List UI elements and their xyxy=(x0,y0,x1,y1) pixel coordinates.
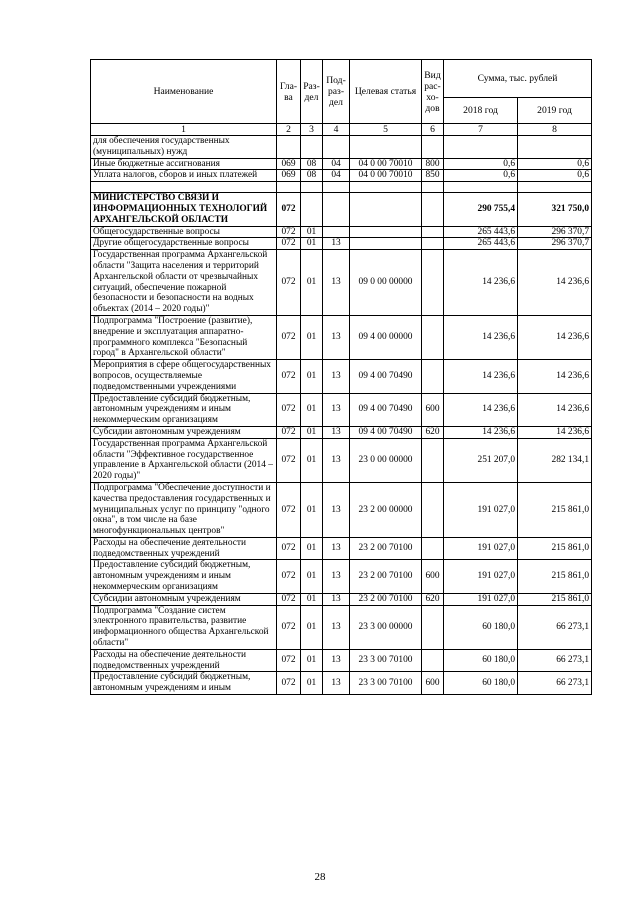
row-glava-cell: 072 xyxy=(277,426,301,438)
row-name-cell: Расходы на обеспечение деятельности подведомственных учреждений xyxy=(91,537,277,560)
row-target-article-cell: 23 0 00 00000 xyxy=(350,438,422,482)
row-expense-type-cell xyxy=(422,250,444,316)
row-glava-cell: 072 xyxy=(277,193,301,226)
table-row xyxy=(91,393,592,426)
table-row xyxy=(91,593,592,605)
row-glava-cell: 069 xyxy=(277,170,301,182)
row-target-article-cell: 09 4 00 70490 xyxy=(350,393,422,426)
table-row xyxy=(91,360,592,393)
row-glava-cell: 072 xyxy=(277,560,301,593)
row-name-cell: для обеспечения государственных (муниципальных) нужд xyxy=(91,136,277,159)
row-expense-type-cell xyxy=(422,537,444,560)
table-row xyxy=(91,649,592,672)
row-name-cell: Общегосударственные вопросы xyxy=(91,226,277,238)
column-number: 6 xyxy=(422,124,444,136)
row-sum-2018-cell xyxy=(444,182,518,193)
row-name-cell: Иные бюджетные ассигнования xyxy=(91,158,277,170)
header-target-article: Целевая статья xyxy=(350,60,422,124)
row-name-cell: Предоставление субсидий бюджетным, автономным учреждениям и иным некоммерческим организациям xyxy=(91,560,277,593)
row-glava-cell: 072 xyxy=(277,649,301,672)
row-podrazdel-cell: 13 xyxy=(323,393,350,426)
row-expense-type-cell: 620 xyxy=(422,593,444,605)
row-sum-2019-cell: 215 861,0 xyxy=(518,593,592,605)
row-name-cell: Уплата налогов, сборов и иных платежей xyxy=(91,170,277,182)
table-row xyxy=(91,182,592,193)
row-glava-cell: 072 xyxy=(277,250,301,316)
row-razdel-cell: 01 xyxy=(301,250,323,316)
page-number: 28 xyxy=(314,871,326,883)
row-sum-2018-cell: 0,6 xyxy=(444,170,518,182)
table-row xyxy=(91,193,592,226)
row-podrazdel-cell: 13 xyxy=(323,315,350,359)
column-number: 4 xyxy=(323,124,350,136)
row-glava-cell: 072 xyxy=(277,605,301,649)
table-row xyxy=(91,136,592,159)
row-name-cell xyxy=(91,182,277,193)
row-target-article-cell: 09 0 00 00000 xyxy=(350,250,422,316)
row-sum-2018-cell: 265 443,6 xyxy=(444,226,518,238)
row-glava-cell xyxy=(277,136,301,159)
row-sum-2018-cell: 14 236,6 xyxy=(444,360,518,393)
row-podrazdel-cell: 13 xyxy=(323,672,350,695)
column-number: 1 xyxy=(91,124,277,136)
row-target-article-cell: 09 4 00 70490 xyxy=(350,360,422,393)
row-glava-cell: 072 xyxy=(277,672,301,695)
table-row xyxy=(91,482,592,537)
header-glava: Гла-ва xyxy=(277,60,301,124)
row-target-article-cell xyxy=(350,226,422,238)
row-glava-cell: 072 xyxy=(277,315,301,359)
row-sum-2018-cell: 14 236,6 xyxy=(444,250,518,316)
table-header xyxy=(91,60,592,136)
row-name-cell: Предоставление субсидий бюджетным, автономным учреждениям и иным xyxy=(91,672,277,695)
row-glava-cell: 072 xyxy=(277,393,301,426)
row-razdel-cell: 01 xyxy=(301,593,323,605)
row-expense-type-cell xyxy=(422,226,444,238)
row-glava-cell xyxy=(277,182,301,193)
row-target-article-cell: 04 0 00 70010 xyxy=(350,170,422,182)
row-podrazdel-cell: 13 xyxy=(323,593,350,605)
row-sum-2019-cell: 66 273,1 xyxy=(518,649,592,672)
row-expense-type-cell xyxy=(422,238,444,250)
row-sum-2018-cell: 0,6 xyxy=(444,158,518,170)
row-podrazdel-cell: 13 xyxy=(323,649,350,672)
row-razdel-cell: 01 xyxy=(301,426,323,438)
row-expense-type-cell xyxy=(422,315,444,359)
row-sum-2018-cell: 14 236,6 xyxy=(444,393,518,426)
row-glava-cell: 072 xyxy=(277,537,301,560)
row-glava-cell: 072 xyxy=(277,482,301,537)
row-razdel-cell: 01 xyxy=(301,226,323,238)
row-expense-type-cell xyxy=(422,482,444,537)
row-razdel-cell: 01 xyxy=(301,649,323,672)
table-row xyxy=(91,250,592,316)
row-sum-2018-cell: 191 027,0 xyxy=(444,482,518,537)
row-name-cell: Субсидии автономным учреждениям xyxy=(91,593,277,605)
row-sum-2018-cell xyxy=(444,136,518,159)
row-sum-2019-cell: 321 750,0 xyxy=(518,193,592,226)
row-podrazdel-cell xyxy=(323,193,350,226)
row-podrazdel-cell xyxy=(323,136,350,159)
row-sum-2019-cell: 215 861,0 xyxy=(518,482,592,537)
row-name-cell: Субсидии автономным учреждениям xyxy=(91,426,277,438)
row-target-article-cell: 23 2 00 70100 xyxy=(350,537,422,560)
header-sum: Сумма, тыс. рублей xyxy=(444,60,592,98)
row-sum-2019-cell: 14 236,6 xyxy=(518,360,592,393)
table-row xyxy=(91,560,592,593)
row-sum-2019-cell: 14 236,6 xyxy=(518,250,592,316)
table-row xyxy=(91,226,592,238)
row-sum-2019-cell: 14 236,6 xyxy=(518,426,592,438)
row-sum-2018-cell: 14 236,6 xyxy=(444,315,518,359)
row-sum-2019-cell: 66 273,1 xyxy=(518,672,592,695)
column-number: 5 xyxy=(350,124,422,136)
row-razdel-cell xyxy=(301,182,323,193)
row-razdel-cell: 01 xyxy=(301,238,323,250)
row-podrazdel-cell: 13 xyxy=(323,438,350,482)
row-name-cell: Расходы на обеспечение деятельности подведомственных учреждений xyxy=(91,649,277,672)
budget-table xyxy=(90,59,592,695)
column-number: 7 xyxy=(444,124,518,136)
row-name-cell: Подпрограмма "Обеспечение доступности и качества предоставления государственных и муниципальных услуг по принципу "одного окна", в том числе на базе многофункциональных центров" xyxy=(91,482,277,537)
row-razdel-cell: 01 xyxy=(301,360,323,393)
table-row xyxy=(91,315,592,359)
row-expense-type-cell: 800 xyxy=(422,158,444,170)
column-number: 8 xyxy=(518,124,592,136)
row-expense-type-cell xyxy=(422,182,444,193)
row-sum-2019-cell: 296 370,7 xyxy=(518,238,592,250)
row-target-article-cell: 23 3 00 70100 xyxy=(350,672,422,695)
row-glava-cell: 072 xyxy=(277,226,301,238)
row-sum-2018-cell: 60 180,0 xyxy=(444,649,518,672)
row-glava-cell: 072 xyxy=(277,593,301,605)
table-row xyxy=(91,537,592,560)
row-sum-2019-cell: 0,6 xyxy=(518,158,592,170)
row-name-cell: Государственная программа Архангельской области "Защита населения и территорий Архангельской области от чрезвычайных ситуаций, обеспечение пожарной безопасности и безопасности на водных объектах (2014 – 2020 годы)" xyxy=(91,250,277,316)
row-target-article-cell: 23 2 00 00000 xyxy=(350,482,422,537)
row-expense-type-cell: 850 xyxy=(422,170,444,182)
table-row xyxy=(91,238,592,250)
header-expense-type: Вид рас-хо-дов xyxy=(422,60,444,124)
row-name-cell: Подпрограмма "Построение (развитие), внедрение и эксплуатация аппаратно-программного комплекса "Безопасный город" в Архангельской области" xyxy=(91,315,277,359)
row-sum-2019-cell xyxy=(518,182,592,193)
row-expense-type-cell: 600 xyxy=(422,560,444,593)
row-sum-2018-cell: 265 443,6 xyxy=(444,238,518,250)
row-razdel-cell xyxy=(301,136,323,159)
row-sum-2018-cell: 191 027,0 xyxy=(444,560,518,593)
row-expense-type-cell xyxy=(422,193,444,226)
row-target-article-cell: 23 2 00 70100 xyxy=(350,593,422,605)
row-razdel-cell: 01 xyxy=(301,537,323,560)
row-name-cell: МИНИСТЕРСТВО СВЯЗИ И ИНФОРМАЦИОННЫХ ТЕХНОЛОГИЙ АРХАНГЕЛЬСКОЙ ОБЛАСТИ xyxy=(91,193,277,226)
row-glava-cell: 069 xyxy=(277,158,301,170)
row-sum-2018-cell: 251 207,0 xyxy=(444,438,518,482)
row-glava-cell: 072 xyxy=(277,438,301,482)
row-name-cell: Другие общегосударственные вопросы xyxy=(91,238,277,250)
header-razdel: Раз-дел xyxy=(301,60,323,124)
row-name-cell: Подпрограмма "Создание систем электронного правительства, развитие информационного общества Архангельской области" xyxy=(91,605,277,649)
row-sum-2019-cell: 296 370,7 xyxy=(518,226,592,238)
row-expense-type-cell xyxy=(422,136,444,159)
row-sum-2019-cell: 14 236,6 xyxy=(518,393,592,426)
row-razdel-cell xyxy=(301,193,323,226)
row-sum-2019-cell: 282 134,1 xyxy=(518,438,592,482)
header-name: Наименование xyxy=(91,60,277,124)
row-glava-cell: 072 xyxy=(277,360,301,393)
row-razdel-cell: 01 xyxy=(301,393,323,426)
row-target-article-cell: 23 3 00 70100 xyxy=(350,649,422,672)
row-podrazdel-cell: 13 xyxy=(323,605,350,649)
row-expense-type-cell: 600 xyxy=(422,672,444,695)
row-sum-2019-cell: 215 861,0 xyxy=(518,560,592,593)
row-expense-type-cell xyxy=(422,438,444,482)
row-sum-2018-cell: 191 027,0 xyxy=(444,593,518,605)
row-sum-2018-cell: 14 236,6 xyxy=(444,426,518,438)
row-podrazdel-cell: 13 xyxy=(323,250,350,316)
row-target-article-cell: 23 3 00 00000 xyxy=(350,605,422,649)
row-expense-type-cell xyxy=(422,605,444,649)
row-target-article-cell xyxy=(350,182,422,193)
row-target-article-cell xyxy=(350,136,422,159)
row-name-cell: Государственная программа Архангельской области "Эффективное государственное управление в Архангельской области (2014 – 2020 годы)" xyxy=(91,438,277,482)
row-razdel-cell: 01 xyxy=(301,672,323,695)
row-podrazdel-cell xyxy=(323,182,350,193)
row-sum-2018-cell: 60 180,0 xyxy=(444,605,518,649)
column-number-row xyxy=(91,124,592,136)
row-razdel-cell: 01 xyxy=(301,560,323,593)
row-podrazdel-cell: 13 xyxy=(323,238,350,250)
row-expense-type-cell xyxy=(422,360,444,393)
row-sum-2019-cell: 66 273,1 xyxy=(518,605,592,649)
row-name-cell: Предоставление субсидий бюджетным, автономным учреждениям и иным некоммерческим организациям xyxy=(91,393,277,426)
row-razdel-cell: 08 xyxy=(301,158,323,170)
row-target-article-cell: 09 4 00 70490 xyxy=(350,426,422,438)
row-podrazdel-cell: 04 xyxy=(323,158,350,170)
table-row xyxy=(91,426,592,438)
row-expense-type-cell: 600 xyxy=(422,393,444,426)
row-sum-2018-cell: 60 180,0 xyxy=(444,672,518,695)
row-sum-2019-cell: 14 236,6 xyxy=(518,315,592,359)
column-number: 3 xyxy=(301,124,323,136)
row-podrazdel-cell: 13 xyxy=(323,560,350,593)
row-razdel-cell: 01 xyxy=(301,482,323,537)
row-sum-2018-cell: 191 027,0 xyxy=(444,537,518,560)
row-name-cell: Мероприятия в сфере общегосударственных вопросов, осуществляемые подведомственными учреждениями xyxy=(91,360,277,393)
row-expense-type-cell xyxy=(422,649,444,672)
table-row xyxy=(91,438,592,482)
row-podrazdel-cell xyxy=(323,226,350,238)
row-sum-2019-cell xyxy=(518,136,592,159)
row-glava-cell: 072 xyxy=(277,238,301,250)
row-podrazdel-cell: 13 xyxy=(323,482,350,537)
table-row xyxy=(91,170,592,182)
row-sum-2019-cell: 215 861,0 xyxy=(518,537,592,560)
row-razdel-cell: 01 xyxy=(301,605,323,649)
row-podrazdel-cell: 13 xyxy=(323,537,350,560)
row-sum-2019-cell: 0,6 xyxy=(518,170,592,182)
row-podrazdel-cell: 04 xyxy=(323,170,350,182)
row-podrazdel-cell: 13 xyxy=(323,426,350,438)
row-sum-2018-cell: 290 755,4 xyxy=(444,193,518,226)
header-podrazdel: Под-раз-дел xyxy=(323,60,350,124)
row-target-article-cell: 04 0 00 70010 xyxy=(350,158,422,170)
row-razdel-cell: 01 xyxy=(301,315,323,359)
table-row xyxy=(91,605,592,649)
row-target-article-cell: 23 2 00 70100 xyxy=(350,560,422,593)
header-year-2018: 2018 год xyxy=(444,98,518,124)
row-target-article-cell xyxy=(350,238,422,250)
row-razdel-cell: 08 xyxy=(301,170,323,182)
header-year-2019: 2019 год xyxy=(518,98,592,124)
column-number: 2 xyxy=(277,124,301,136)
row-podrazdel-cell: 13 xyxy=(323,360,350,393)
table-row xyxy=(91,158,592,170)
table-row xyxy=(91,672,592,695)
table-body xyxy=(91,136,592,695)
row-expense-type-cell: 620 xyxy=(422,426,444,438)
row-razdel-cell: 01 xyxy=(301,438,323,482)
row-target-article-cell: 09 4 00 00000 xyxy=(350,315,422,359)
row-target-article-cell xyxy=(350,193,422,226)
